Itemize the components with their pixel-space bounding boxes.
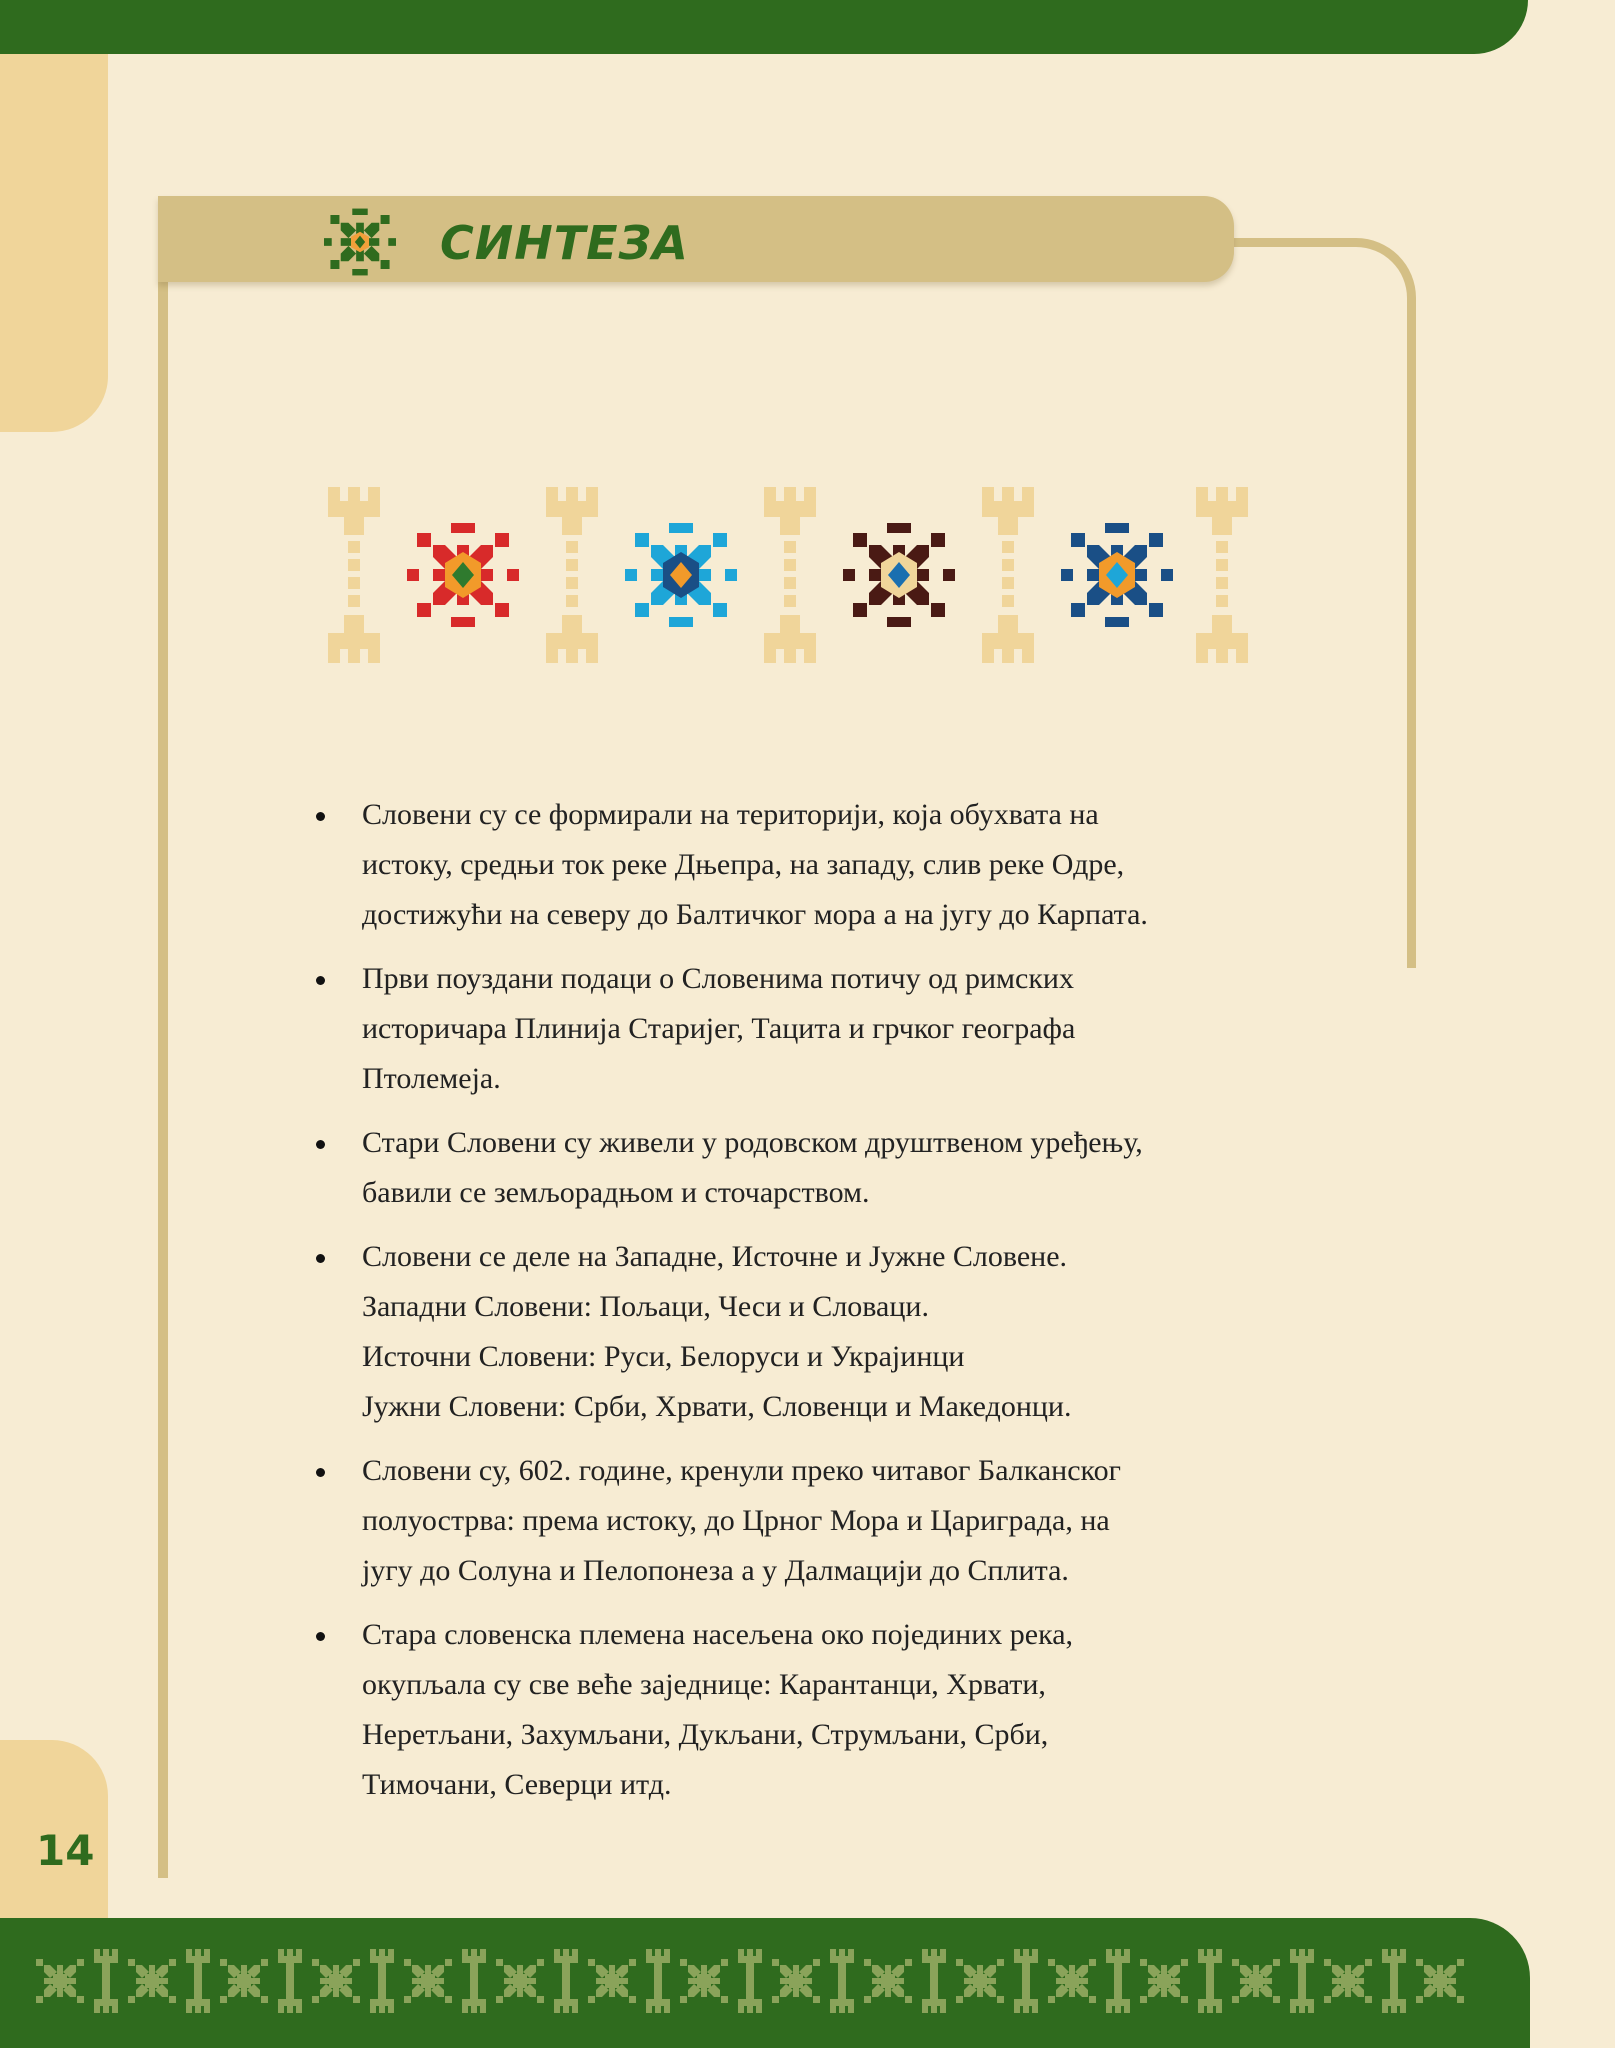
pattern-tower (646, 1949, 670, 2013)
slavic-ornament-icon (320, 206, 400, 278)
pattern-tower (186, 1949, 210, 2013)
pattern-motif (404, 1959, 452, 2003)
pattern-motif (680, 1959, 728, 2003)
list-item: Први поуздани подаци о Словенима потичу од римских историчара Плинија Старијег, Тацита и грчког географа Птолемеја. (310, 954, 1250, 1104)
pattern-motif (128, 1959, 176, 2003)
tower-ornament (1196, 487, 1248, 663)
list-item: Словени су, 602. године, кренули преко читавог Балканског полуострва: према истоку, до Црног Мора и Цариграда, на југу до Солуна и Пелопонеза а у Далмацији до Сплита. (310, 1446, 1250, 1596)
pattern-motif (496, 1959, 544, 2003)
ornament-cyan (625, 523, 737, 627)
tower-ornament (328, 487, 380, 663)
section-title: СИНТЕЗА (440, 216, 689, 270)
frame-line-left (158, 278, 168, 1878)
pattern-motif (1048, 1959, 1096, 2003)
pattern-tower (922, 1949, 946, 2013)
bottom-ornament-pattern (30, 1936, 1490, 2026)
page-number: 14 (36, 1826, 95, 1875)
pattern-tower (1106, 1949, 1130, 2013)
pattern-tower (830, 1949, 854, 2013)
frame-line-right (1407, 320, 1416, 968)
summary-list (310, 790, 1250, 1824)
tower-ornament (982, 487, 1034, 663)
top-band (0, 0, 1528, 54)
pattern-tower (278, 1949, 302, 2013)
ornament-navy (1061, 523, 1173, 627)
ornament-row (318, 480, 1258, 670)
pattern-tower (554, 1949, 578, 2013)
pattern-tower (1014, 1949, 1038, 2013)
pattern-motif (36, 1959, 84, 2003)
list-item: Стари Словени су живели у родовском друштвеном уређењу, бавили се земљорадњом и сточарством. (310, 1118, 1250, 1218)
pattern-tower (1198, 1949, 1222, 2013)
pattern-motif (1324, 1959, 1372, 2003)
pattern-motif (1232, 1959, 1280, 2003)
left-tab-top (0, 54, 108, 432)
pattern-tower (370, 1949, 394, 2013)
pattern-motif (588, 1959, 636, 2003)
tower-ornament (546, 487, 598, 663)
pattern-tower (94, 1949, 118, 2013)
list-item: Стара словенска племена насељена око појединих река, окупљала су све веће заједнице: Карантанци, Хрвати, Неретљани, Захумљани, Дукљани, Струмљани, Срби, Тимочани, Северци итд. (310, 1610, 1250, 1810)
ornament-brown (843, 523, 955, 627)
pattern-tower (1382, 1949, 1406, 2013)
pattern-motif (1140, 1959, 1188, 2003)
pattern-tower (738, 1949, 762, 2013)
pattern-motif (772, 1959, 820, 2003)
ornament-red (407, 523, 519, 627)
pattern-motif (220, 1959, 268, 2003)
pattern-tower (462, 1949, 486, 2013)
pattern-motif (1416, 1959, 1464, 2003)
pattern-motif (956, 1959, 1004, 2003)
pattern-motif (864, 1959, 912, 2003)
tower-ornament (764, 487, 816, 663)
list-item: Словени се деле на Западне, Источне и Јужне Словене. Западни Словени: Пољаци, Чеси и Словаци. Источни Словени: Руси, Белоруси и Украјинци Јужни Словени: Срби, Хрвати, Словенци и Македонци. (310, 1232, 1250, 1432)
list-item: Словени су се формирали на територији, која обухвата на истоку, средњи ток реке Дњепра, на западу, слив реке Одре, достижући на северу до Балтичког мора а на југу до Карпата. (310, 790, 1250, 940)
pattern-motif (312, 1959, 360, 2003)
pattern-tower (1290, 1949, 1314, 2013)
